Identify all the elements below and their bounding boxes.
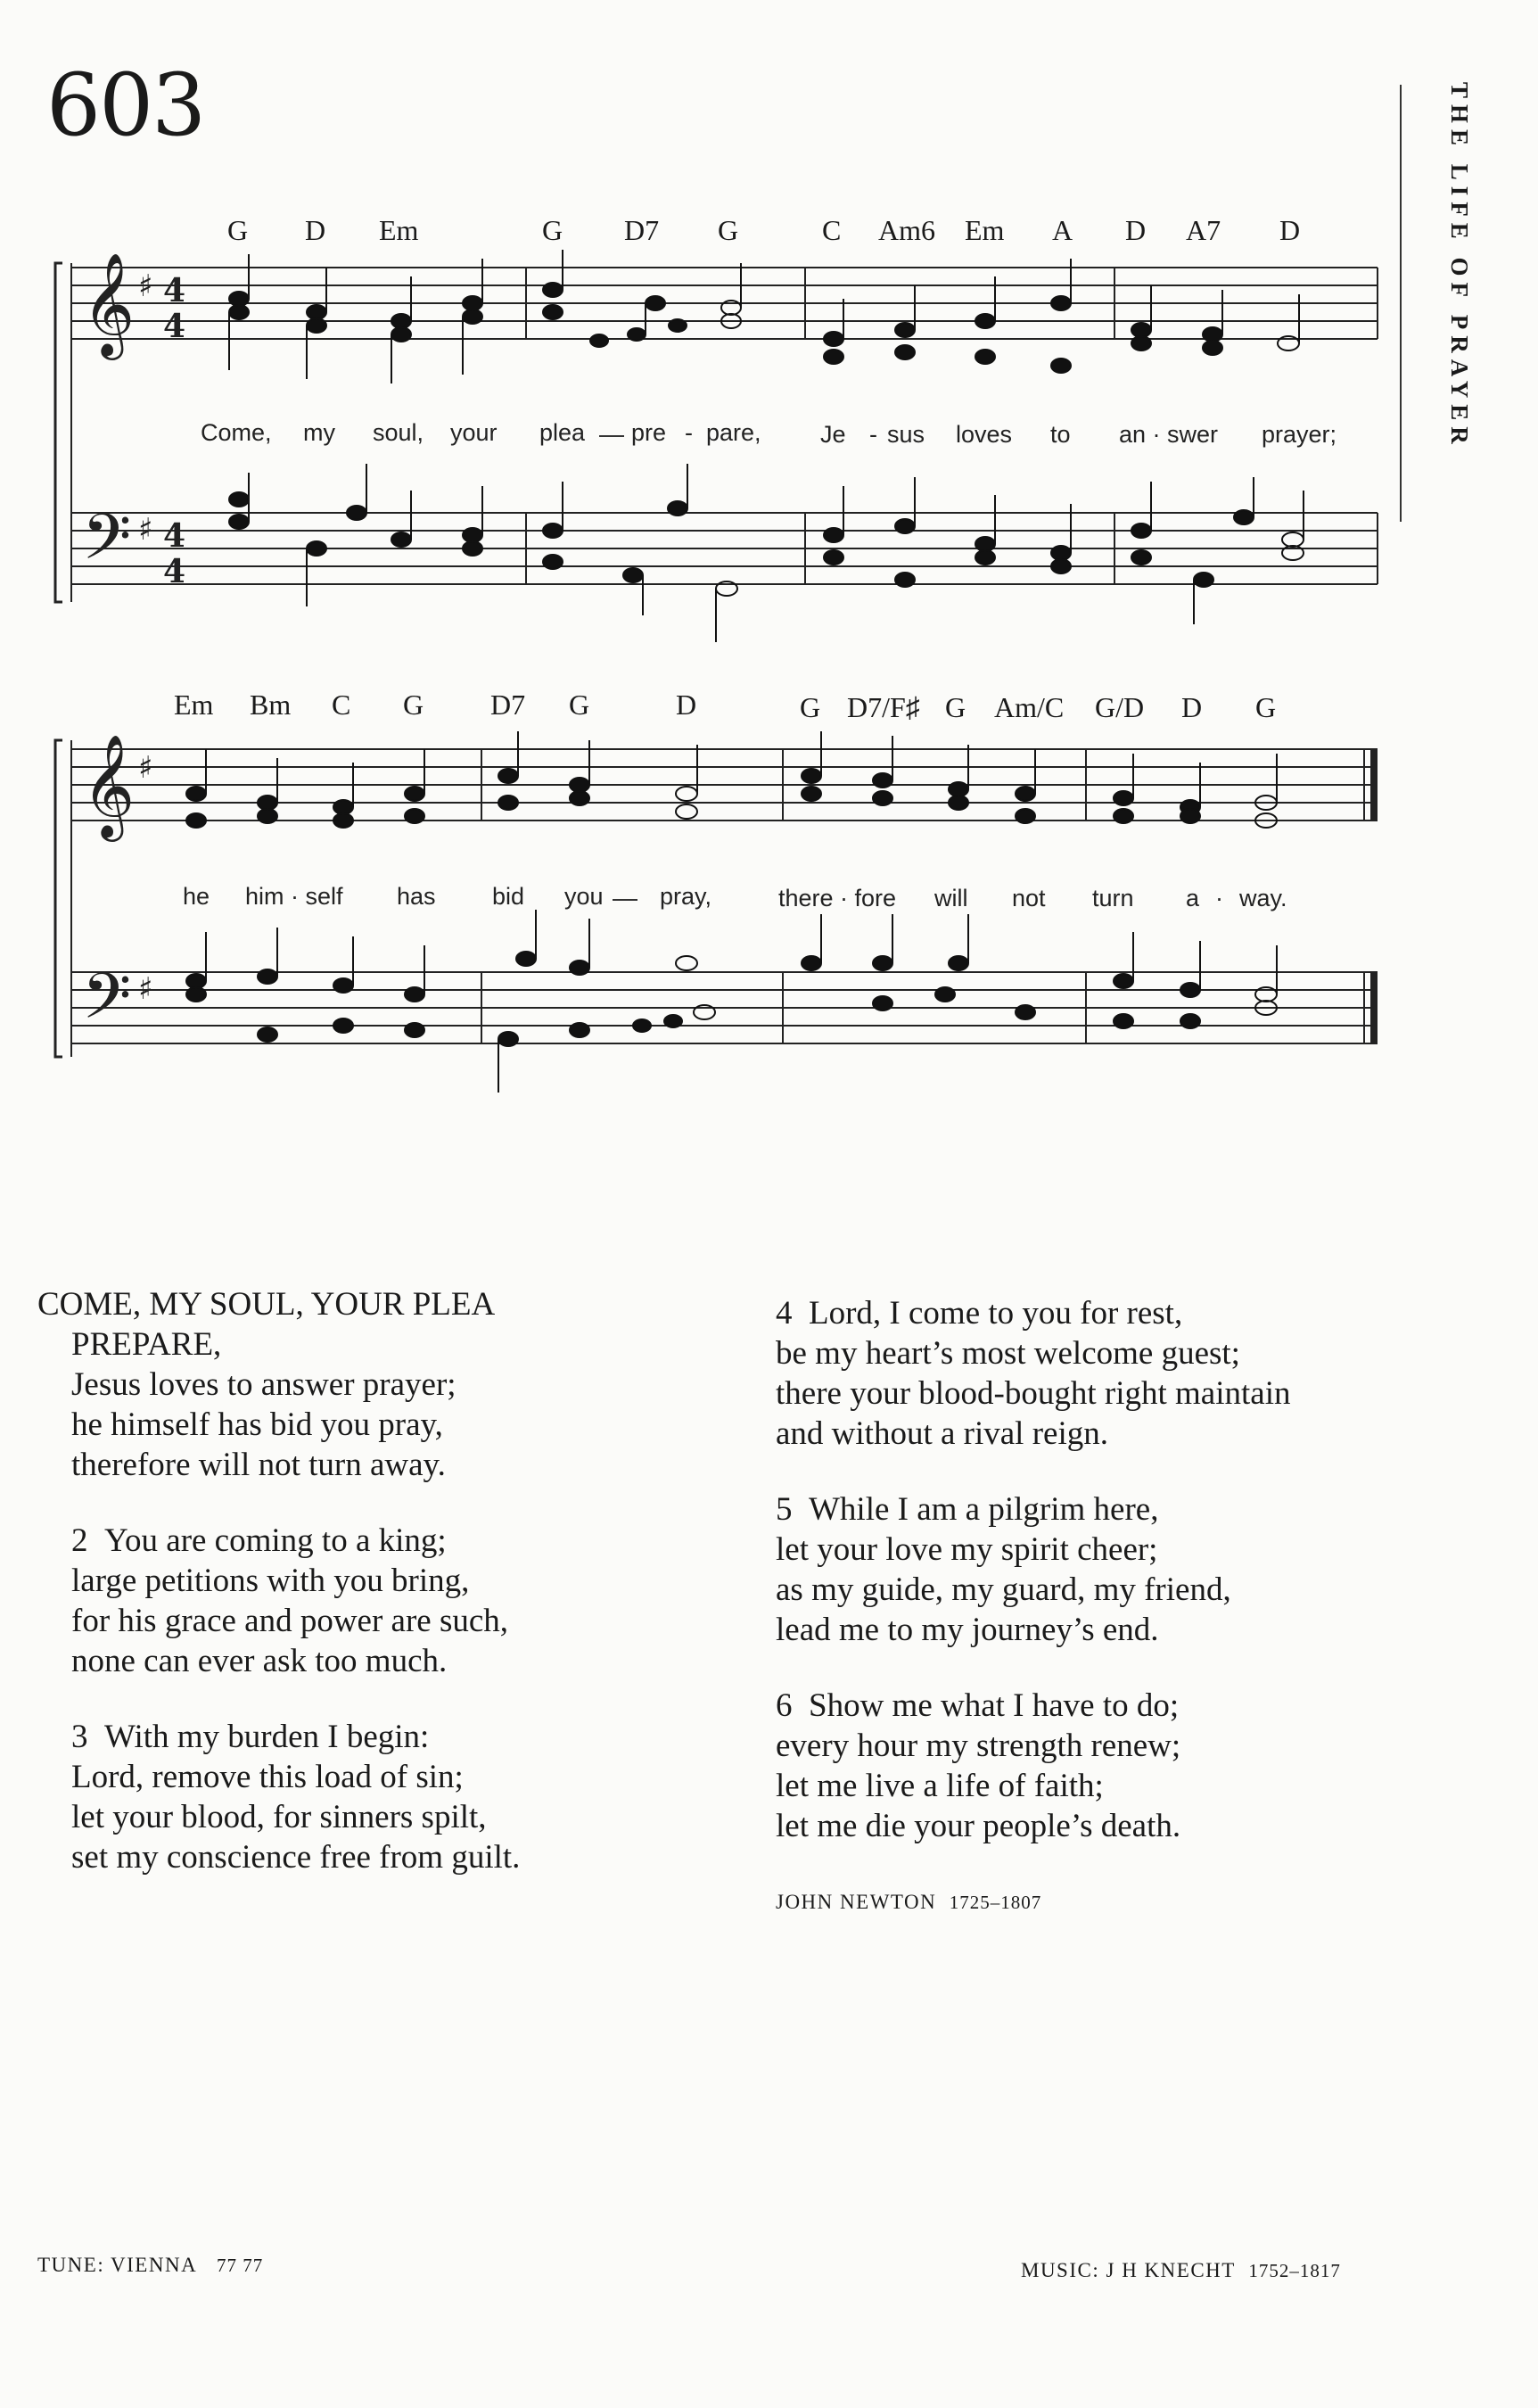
verse-5	[776, 1489, 1418, 1650]
chord: Em	[379, 214, 419, 246]
verse-number: 3	[71, 1719, 88, 1755]
music-credit	[1021, 2259, 1341, 2282]
chord: G/D	[1095, 691, 1145, 723]
svg-text:4: 4	[163, 272, 186, 309]
text-left-column	[37, 1284, 733, 1913]
chord: Am/C	[994, 691, 1065, 723]
chord: G	[403, 689, 424, 721]
hymn-number: 603	[46, 55, 205, 155]
svg-text:♯: ♯	[138, 971, 153, 1007]
verse-2	[37, 1521, 733, 1681]
lyric: -	[869, 421, 877, 448]
svg-text:♯: ♯	[138, 750, 153, 786]
verse-line: Lord, I come to you for rest,	[809, 1295, 1183, 1332]
verse-number: 2	[71, 1522, 88, 1559]
chord: G	[945, 691, 966, 723]
verse-line: let your blood, for sinners spilt,	[71, 1799, 487, 1835]
chord: G	[569, 689, 590, 721]
lyric: he	[183, 883, 210, 910]
section-title: THE LIFE OF PRAYER	[1446, 82, 1473, 450]
hymn-title: COME, MY SOUL, YOUR PLEA	[37, 1286, 496, 1323]
svg-text:♯: ♯	[138, 512, 153, 548]
system2-staff	[0, 727, 1538, 1119]
verse-3	[37, 1717, 733, 1877]
composer: MUSIC: J H KNECHT	[1021, 2259, 1236, 2281]
verse-line: for his grace and power are such,	[71, 1603, 509, 1639]
lyric: bid	[492, 883, 525, 910]
chord: D	[1181, 691, 1203, 723]
lyric: ·	[1215, 885, 1223, 911]
chord: Bm	[250, 689, 292, 721]
chord: G	[800, 691, 821, 723]
lyric: sus	[887, 421, 925, 448]
lyric: not	[1012, 885, 1046, 911]
svg-text:𝄢: 𝄢	[82, 960, 132, 1049]
lyric: you	[564, 883, 604, 910]
verse-number: 5	[776, 1491, 793, 1528]
chord: G	[1255, 691, 1277, 723]
text-right-column	[776, 1293, 1418, 1923]
composer-dates: 1752–1817	[1248, 2260, 1341, 2281]
svg-text:♯: ♯	[138, 268, 153, 304]
svg-text:4: 4	[163, 517, 186, 555]
chord: A7	[1186, 214, 1221, 246]
verse-line: While I am a pilgrim here,	[809, 1491, 1159, 1528]
lyric: Je	[820, 421, 846, 448]
tune-name: TUNE: VIENNA	[37, 2254, 198, 2276]
lyric: Come,	[201, 419, 272, 446]
chord: D	[1279, 214, 1301, 246]
verse-line: there your blood-bought right maintain	[776, 1375, 1291, 1412]
verse-line: set my conscience free from guilt.	[71, 1839, 521, 1876]
verse-1	[37, 1284, 733, 1485]
verse-line: You are coming to a king;	[104, 1522, 447, 1559]
svg-text:𝄞: 𝄞	[82, 252, 136, 356]
lyric: to	[1050, 421, 1071, 448]
verse-line: let me live a life of faith;	[776, 1768, 1104, 1804]
tune-credit	[37, 2254, 263, 2277]
chord: A	[1052, 214, 1073, 246]
lyric: pare,	[706, 419, 761, 446]
chord: D7/F♯	[847, 691, 920, 723]
verse-line: be my heart’s most welcome guest;	[776, 1335, 1240, 1372]
svg-text:𝄢: 𝄢	[82, 500, 132, 590]
verse-line: With my burden I begin:	[104, 1719, 430, 1755]
lyric: pre	[631, 419, 667, 446]
verse-line: let your love my spirit cheer;	[776, 1531, 1158, 1568]
chord: G	[718, 214, 739, 246]
verse-line: Jesus loves to answer prayer;	[71, 1366, 456, 1403]
lyric: -	[685, 419, 693, 446]
lyric: way.	[1239, 885, 1287, 911]
lyric-extender	[613, 899, 637, 901]
verse-6	[776, 1686, 1418, 1846]
verse-line: therefore will not turn away.	[71, 1447, 446, 1483]
chord: Em	[965, 214, 1005, 246]
lyric: has	[397, 883, 436, 910]
hymn-title-cont: PREPARE,	[71, 1326, 222, 1363]
lyric: there · fore	[778, 885, 897, 911]
author-name: JOHN NEWTON	[776, 1891, 937, 1913]
lyric-extender	[599, 435, 624, 437]
chord: Em	[174, 689, 214, 721]
meter: 77 77	[216, 2255, 264, 2276]
lyric: soul,	[373, 419, 424, 446]
verse-line: let me die your people’s death.	[776, 1808, 1181, 1844]
chord: C	[822, 214, 842, 246]
verse-line: and without a rival reign.	[776, 1415, 1108, 1452]
author-dates: 1725–1807	[949, 1892, 1042, 1913]
verse-line: lead me to my journey’s end.	[776, 1612, 1159, 1648]
lyric: will	[934, 885, 968, 911]
svg-text:𝄞: 𝄞	[82, 733, 136, 837]
lyric: loves	[956, 421, 1013, 448]
chord: C	[332, 689, 351, 721]
svg-text:4: 4	[163, 308, 186, 345]
verse-line: none can ever ask too much.	[71, 1643, 448, 1679]
chord: G	[227, 214, 249, 246]
lyric: your	[450, 419, 498, 446]
chord: D	[1125, 214, 1147, 246]
lyric: pray,	[660, 883, 712, 910]
lyric: turn	[1092, 885, 1134, 911]
verse-line: as my guide, my guard, my friend,	[776, 1571, 1231, 1608]
lyric: him · self	[245, 883, 343, 910]
verse-line: Show me what I have to do;	[809, 1687, 1180, 1724]
svg-text:4: 4	[163, 553, 186, 590]
chord: D7	[490, 689, 526, 721]
verse-number: 4	[776, 1295, 793, 1332]
verse-number: 6	[776, 1687, 793, 1724]
verse-line: Lord, remove this load of sin;	[71, 1759, 464, 1795]
author-credit	[776, 1882, 1418, 1923]
verse-line: large petitions with you bring,	[71, 1563, 470, 1599]
verse-4	[776, 1293, 1418, 1454]
verse-line: he himself has bid you pray,	[71, 1406, 443, 1443]
chord: D	[676, 689, 697, 721]
lyric: an · swer	[1119, 421, 1219, 448]
chord: Am6	[878, 214, 935, 246]
verse-line: every hour my strength renew;	[776, 1728, 1181, 1764]
lyric: my	[303, 419, 335, 446]
lyric: a	[1186, 885, 1200, 911]
lyric: prayer;	[1262, 421, 1337, 448]
chord: D7	[624, 214, 660, 246]
chord: G	[542, 214, 563, 246]
lyric: plea	[539, 419, 586, 446]
chord: D	[305, 214, 326, 246]
